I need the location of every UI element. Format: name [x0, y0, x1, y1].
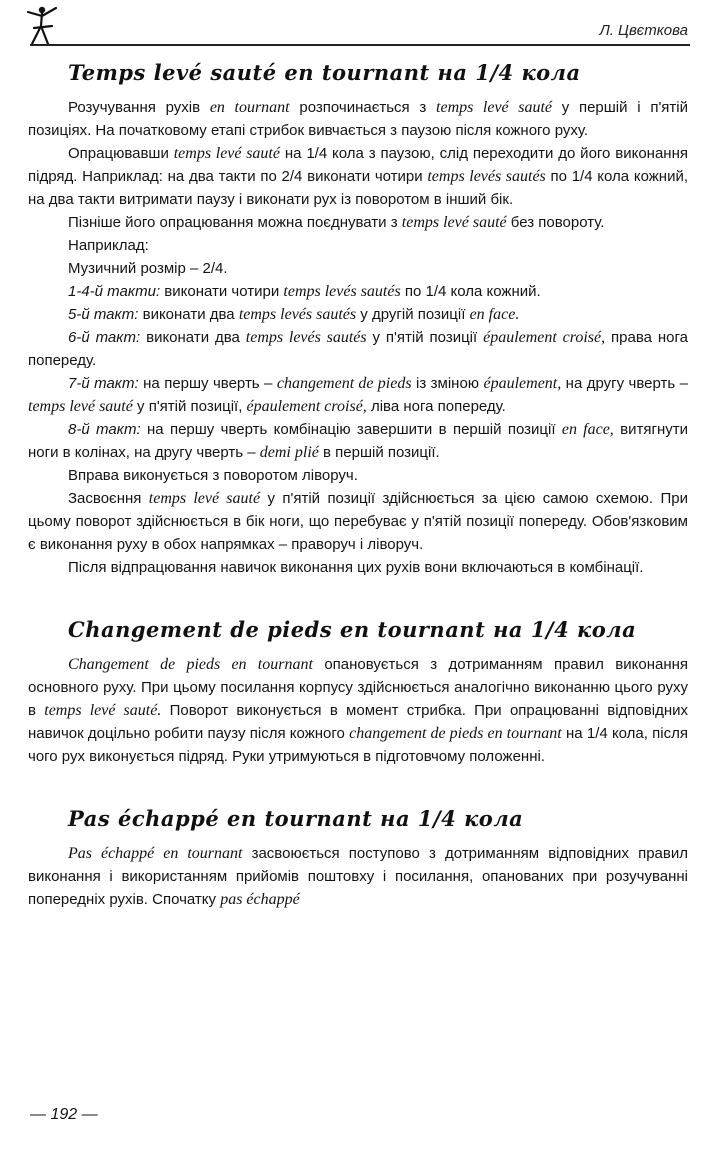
- text-run: Поворот виконується в момент стрибка. При опрацюванні відповідних навичок доцільно робити паузу після кожного: [28, 702, 688, 742]
- paragraph: [28, 372, 688, 418]
- french-term: Changement de pieds en tournant: [68, 656, 313, 673]
- text-run: у другій позиції: [356, 306, 470, 323]
- text-run: Засвоєння: [68, 490, 149, 507]
- text-run: ліва нога попереду.: [366, 398, 506, 415]
- text-run: на 1/4 кола, після чого рух виконується підряд. Руки утримуються в підготовчому положенні.: [28, 725, 689, 765]
- french-term: temps levés sautés: [245, 329, 367, 346]
- paragraph: [28, 211, 688, 234]
- text-run: у п'ятій позиції здійснюється за цією самою схемою. При цьому поворот здійснюється в бік ноги, що перебуває у п'ятій позиції попереду. Обов'язковим є виконання руху в обох напрямках – праворуч і ліворуч.: [28, 490, 688, 553]
- bar-label: 8-й такт:: [68, 421, 141, 438]
- french-term: épaulement,: [483, 375, 562, 392]
- paragraph: Музичний розмір – 2/4.: [68, 260, 228, 277]
- french-term: en face,: [561, 421, 614, 438]
- paragraph: Наприклад:: [68, 237, 149, 254]
- text-run: Опрацювавши: [68, 145, 174, 162]
- paragraph: [28, 326, 688, 372]
- text-run: із зміною: [411, 375, 484, 392]
- text-run: на першу чверть –: [138, 375, 277, 392]
- text-run: Пізніше його опрацювання можна поєднувати з: [68, 214, 402, 231]
- page-number: — 192 —: [30, 1106, 98, 1123]
- paragraph: [28, 96, 688, 142]
- text-run: по 1/4 кола кожний.: [400, 283, 541, 300]
- text-run: у п'ятій позиції: [366, 329, 484, 346]
- header-rule: [30, 44, 690, 46]
- text-run: виконати чотири: [160, 283, 284, 300]
- text-run: в першій позиції.: [318, 444, 440, 461]
- paragraph: [28, 487, 688, 556]
- bar-label: 5-й такт:: [68, 306, 139, 323]
- french-term: changement de pieds en tournant: [349, 725, 562, 742]
- text-run: виконати два: [140, 329, 246, 346]
- french-term: temps levé sauté: [28, 398, 133, 415]
- running-header-author: Л. Цвєткова: [599, 22, 688, 39]
- text-run: на другу чверть –: [561, 375, 688, 392]
- french-term: Pas échappé en tournant: [68, 845, 243, 862]
- page-content: [28, 60, 688, 911]
- text-run: витягнути ноги в колінах, на другу чверть –: [28, 421, 689, 461]
- section-heading-temps-leve-saute: Temps levé sauté en tournant на 1/4 кола: [68, 60, 581, 85]
- french-term: temps levés sautés: [238, 306, 357, 323]
- french-term: épaulement croisé,: [246, 398, 367, 415]
- text-run: без повороту.: [506, 214, 605, 231]
- text-run: у п'ятій позиції,: [132, 398, 247, 415]
- french-term: temps levé sauté: [401, 214, 507, 231]
- french-term: temps levé sauté: [173, 145, 280, 162]
- section-heading-pas-echappe: Pas échappé en tournant на 1/4 кола: [68, 806, 524, 831]
- bar-label: 1-4-й такти:: [68, 283, 161, 300]
- text-run: розпочинається з: [289, 99, 437, 116]
- text-run: виконати два: [138, 306, 239, 323]
- french-term: demi plié: [259, 444, 319, 461]
- ballerina-icon: [22, 4, 62, 48]
- french-term: en tournant: [209, 99, 290, 116]
- text-run: у першій і п'ятій позиціях. На початковому етапі стрибок вивчається з паузою після кожного руху.: [28, 99, 689, 139]
- text-run: по 1/4 кола кожний, на два такти витримати паузу і виконати рух із поворотом в інший бік.: [28, 168, 688, 208]
- text-run: права нога попереду.: [28, 329, 688, 369]
- french-term: temps levé sauté: [436, 99, 552, 116]
- text-run: на першу чверть комбінацію завершити в першій позиції: [140, 421, 562, 438]
- paragraph: Після відпрацювання навичок виконання цих рухів вони включаються в комбінації.: [68, 559, 644, 576]
- bar-label: 6-й такт:: [68, 329, 141, 346]
- paragraph: [28, 142, 688, 211]
- paragraph: [28, 418, 688, 464]
- text-run: засвоюється поступово з дотриманням відповідних правил виконання і використанням прийомів поштовху і посилання, опанованих при розучуванні попередніх рухів. Спочатку: [28, 845, 688, 908]
- bar-label: 7-й такт:: [68, 375, 139, 392]
- french-term: temps levés sautés: [427, 168, 546, 185]
- text-run: Розучування рухів: [68, 99, 210, 116]
- paragraph: [28, 280, 688, 303]
- section-heading-changement-de-pieds: Changement de pieds en tournant на 1/4 кола: [68, 617, 637, 642]
- paragraph: [28, 653, 688, 768]
- paragraph: [28, 842, 688, 911]
- french-term: pas échappé: [220, 891, 300, 908]
- paragraph: Вправа виконується з поворотом ліворуч.: [68, 467, 358, 484]
- french-term: temps levés sautés: [283, 283, 401, 300]
- french-term: temps levé sauté: [148, 490, 261, 507]
- french-term: en face.: [469, 306, 520, 323]
- french-term: temps levé sauté.: [44, 702, 162, 719]
- french-term: épaulement croisé,: [483, 329, 606, 346]
- french-term: changement de pieds: [276, 375, 412, 392]
- text-run: опановується з дотриманням правил виконання основного руху. При цьому посилання корпусу здійснюється аналогічно виконанню цього руху в: [28, 656, 689, 719]
- text-run: на 1/4 кола з паузою, слід переходити до його виконання підряд. Наприклад: на два такти по 2/4 виконати чотири: [28, 145, 688, 185]
- paragraph: [28, 303, 688, 326]
